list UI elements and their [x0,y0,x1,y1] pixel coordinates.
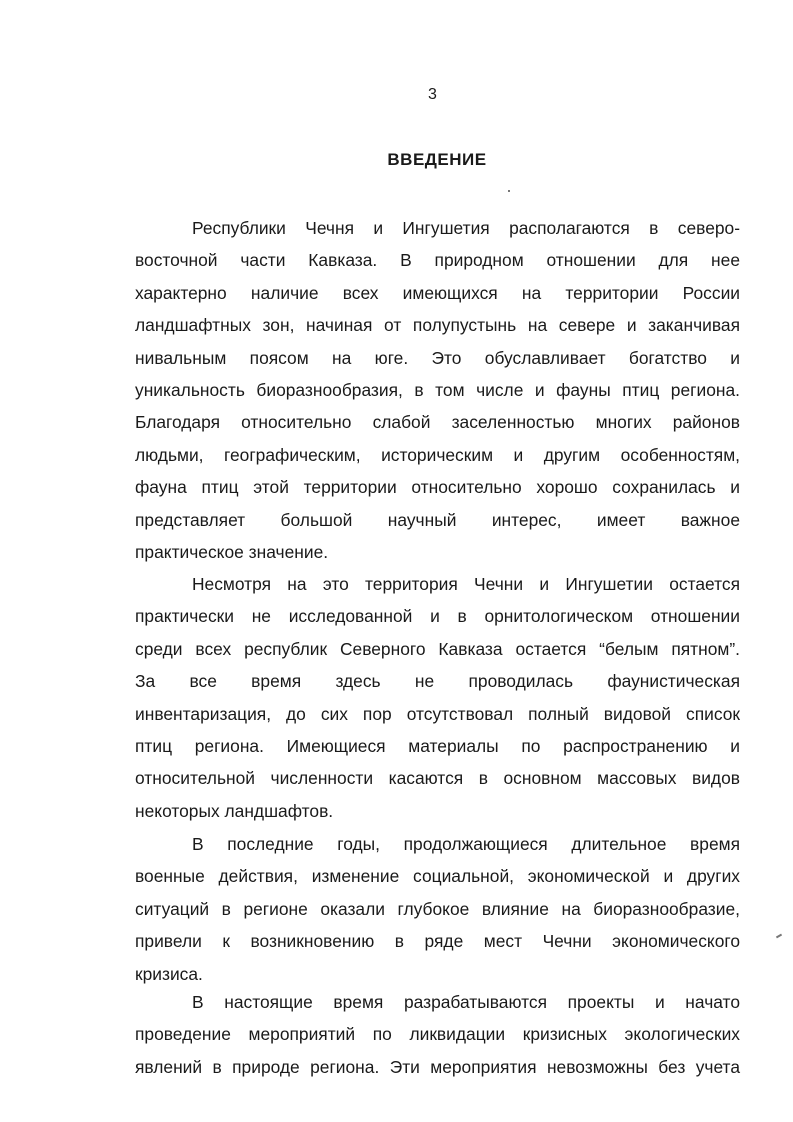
paragraph-line: относительной численности касаются в основном массовых видов [135,768,740,789]
paragraph-line: нивальным поясом на юге. Это обуславливает богатство и [135,347,740,368]
paragraph-line: инвентаризация, до сих пор отсутствовал полный видовой список [135,703,740,724]
paragraph-line: ситуаций в регионе оказали глубокое влияние на биоразнообразие, [135,898,740,919]
paragraph-line: Республики Чечня и Ингушетия располагаются в северо- [192,218,740,238]
paragraph-line: военные действия, изменение социальной, экономической и других [135,866,740,887]
paragraph-line: уникальность биоразнообразия, в том числе и фауны птиц региона. [135,380,740,400]
paragraph-line: явлений в природе региона. Эти мероприятия невозможны без учета [135,1056,740,1077]
scan-mark [776,934,782,939]
section-title: ВВЕДЕНИЕ [387,150,487,169]
paragraph-line: За все время здесь не проводилась фаунистическая [135,671,740,692]
scan-speck [508,190,510,192]
paragraph-line: представляет большой научный интерес, имеет важное [135,509,740,530]
paragraph-line: ландшафтных зон, начиная от полупустынь на севере и заканчивая [135,315,740,336]
page-number: 3 [428,86,437,103]
paragraph-line: людьми, географическим, историческим и другим особенностям, [135,444,740,465]
paragraph-line: В настоящие время разрабатываются проекты и начато [192,992,740,1012]
paragraph-line: птиц региона. Имеющиеся материалы по распространению и [135,736,740,756]
paragraph-line: фауна птиц этой территории относительно хорошо сохранилась и [135,477,740,498]
paragraph-line: кризиса. [135,963,203,984]
paragraph-line: Несмотря на это территория Чечни и Ингушетии остается [192,574,740,594]
paragraph-line: Благодаря относительно слабой заселенностью многих районов [135,412,740,433]
paragraph-line: практически не исследованной и в орнитологическом отношении [135,606,740,627]
paragraph-line: проведение мероприятий по ликвидации кризисных экологических [135,1024,740,1045]
paragraph-line: восточной части Кавказа. В природном отношении для нее [135,250,740,271]
paragraph-line: практическое значение. [135,542,329,562]
paragraph-line: В последние годы, продолжающиеся длительное время [192,834,740,854]
paragraph-line: среди всех республик Северного Кавказа остается “белым пятном”. [135,638,740,659]
paragraph-line: привели к возникновению в ряде мест Чечни экономического [135,931,740,952]
paragraph-line: некоторых ландшафтов. [135,800,334,821]
paragraph-line: характерно наличие всех имеющихся на территории России [135,282,740,303]
